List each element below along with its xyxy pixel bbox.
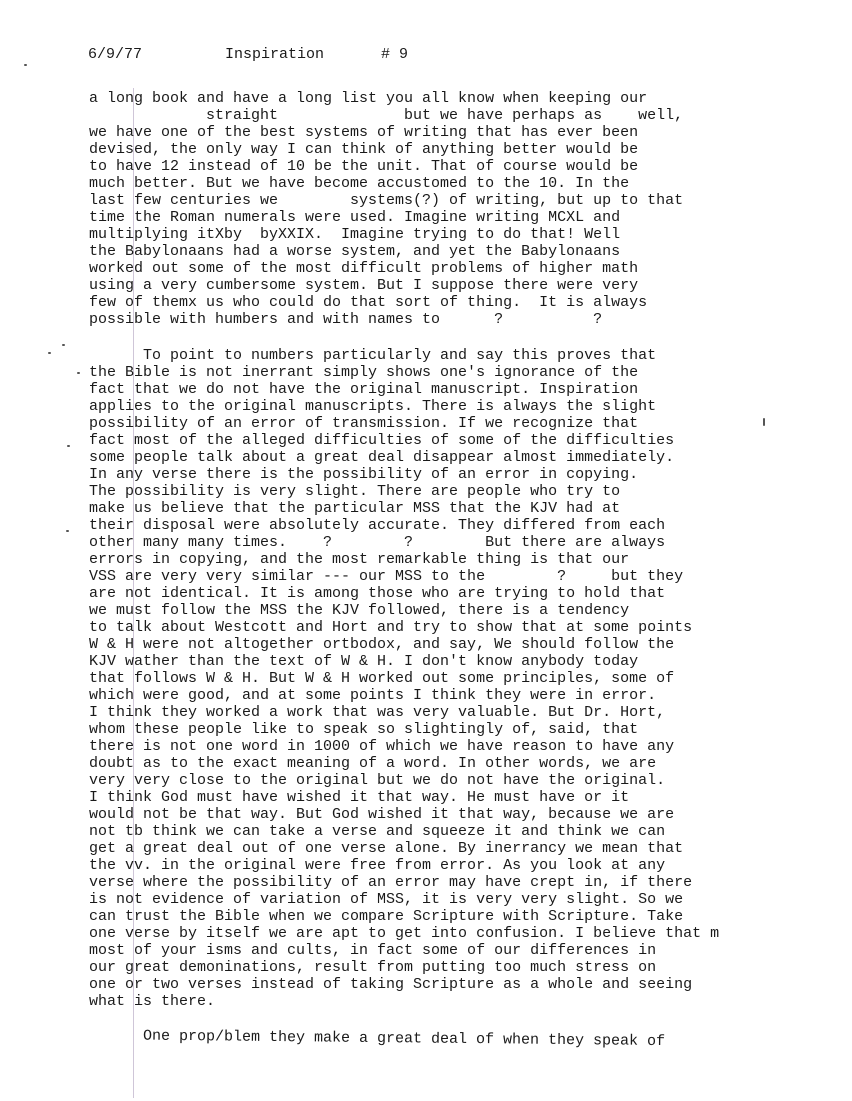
text-line: that follows W & H. But W & H worked out some principles, some of bbox=[89, 670, 675, 687]
text-line: much better. But we have become accustomed to the 10. In the bbox=[89, 175, 630, 192]
text-line: few of themx us who could do that sort of thing. It is always bbox=[89, 294, 648, 311]
scan-speck bbox=[48, 352, 51, 354]
text-line: devised, the only way I can think of anything better would be bbox=[89, 141, 639, 158]
text-line: there is not one word in 1000 of which we have reason to have any bbox=[89, 738, 675, 755]
text-line: what is there. bbox=[89, 993, 216, 1010]
text-line: the vv. in the original were free from error. As you look at any bbox=[89, 857, 666, 874]
scan-speck bbox=[24, 64, 27, 66]
text-line: we have one of the best systems of writing that has ever been bbox=[89, 124, 639, 141]
scan-speck bbox=[67, 445, 70, 447]
header-title: Inspiration bbox=[225, 46, 325, 63]
text-line: time the Roman numerals were used. Imagine writing MCXL and bbox=[89, 209, 621, 226]
text-line: the Bible is not inerrant simply shows one's ignorance of the bbox=[89, 364, 639, 381]
text-line: to talk about Westcott and Hort and try to show that at some points bbox=[89, 619, 693, 636]
text-line: applies to the original manuscripts. There is always the slight bbox=[89, 398, 657, 415]
text-line: whom these people like to speak so slightingly of, said, that bbox=[89, 721, 639, 738]
paragraph-3 bbox=[88, 1027, 666, 1051]
text-line: errors in copying, and the most remarkable thing is that our bbox=[89, 551, 630, 568]
text-line: VSS are very very similar --- our MSS to the ? but they bbox=[89, 568, 684, 585]
paragraph-1 bbox=[89, 90, 683, 328]
text-line: possible with humbers and with names to ? ? bbox=[89, 311, 603, 328]
text-line: our great demoninations, result from putting too much stress on bbox=[89, 959, 657, 976]
text-line: would not be that way. But God wished it that way, because we are bbox=[89, 806, 675, 823]
text-line: last few centuries we systems(?) of writing, but up to that bbox=[89, 192, 684, 209]
text-line: possibility of an error of transmission. If we recognize that bbox=[89, 415, 639, 432]
text-line: not tb think we can take a verse and squeeze it and think we can bbox=[89, 823, 666, 840]
text-line: I think God must have wished it that way. He must have or it bbox=[89, 789, 630, 806]
text-line: the Babylonaans had a worse system, and yet the Babylonaans bbox=[89, 243, 621, 260]
paragraph-2 bbox=[89, 347, 719, 1010]
text-line: get a great deal out of one verse alone. By inerrancy we mean that bbox=[89, 840, 684, 857]
text-line: very very close to the original but we do not have the original. bbox=[89, 772, 666, 789]
text-line: The possibility is very slight. There are people who try to bbox=[89, 483, 621, 500]
text-line: I think they worked a work that was very valuable. But Dr. Hort, bbox=[89, 704, 666, 721]
text-line: can trust the Bible when we compare Scripture with Scripture. Take bbox=[89, 908, 684, 925]
text-line: to have 12 instead of 10 be the unit. That of course would be bbox=[89, 158, 639, 175]
text-line: one verse by itself we are apt to get into confusion. I believe that m bbox=[89, 925, 720, 942]
text-line: doubt as to the exact meaning of a word. In other words, we are bbox=[89, 755, 657, 772]
scan-speck bbox=[763, 418, 765, 426]
text-line: In any verse there is the possibility of an error in copying. bbox=[89, 466, 639, 483]
text-line: which were good, and at some points I think they were in error. bbox=[89, 687, 657, 704]
scan-speck bbox=[77, 372, 80, 374]
text-line: are not identical. It is among those who are trying to hold that bbox=[89, 585, 666, 602]
text-line: KJV wather than the text of W & H. I don't know anybody today bbox=[89, 653, 639, 670]
text-line: straight but we have perhaps as well, bbox=[89, 107, 684, 124]
header-date: 6/9/77 bbox=[88, 46, 143, 63]
text-line: One prop/blem they make a great deal of when they speak of bbox=[88, 1027, 666, 1051]
text-line: one or two verses instead of taking Scripture as a whole and seeing bbox=[89, 976, 693, 993]
text-line: fact that we do not have the original manuscript. Inspiration bbox=[89, 381, 639, 398]
text-line: a long book and have a long list you all know when keeping our bbox=[89, 90, 648, 107]
text-line: W & H were not altogether ortbodox, and say, We should follow the bbox=[89, 636, 675, 653]
scan-speck bbox=[66, 530, 69, 532]
text-line: most of your isms and cults, in fact some of our differences in bbox=[89, 942, 657, 959]
text-line: their disposal were absolutely accurate. They differed from each bbox=[89, 517, 666, 534]
text-line: is not evidence of variation of MSS, it is very very slight. So we bbox=[89, 891, 684, 908]
scan-speck bbox=[62, 344, 65, 346]
text-line: make us believe that the particular MSS that the KJV had at bbox=[89, 500, 621, 517]
text-line: fact most of the alleged difficulties of some of the difficulties bbox=[89, 432, 675, 449]
text-line: we must follow the MSS the KJV followed, there is a tendency bbox=[89, 602, 630, 619]
text-line: worked out some of the most difficult problems of higher math bbox=[89, 260, 639, 277]
text-line: multiplying itXby byXXIX. Imagine trying to do that! Well bbox=[89, 226, 621, 243]
text-line: other many many times. ? ? But there are always bbox=[89, 534, 666, 551]
text-line: verse where the possibility of an error may have crept in, if there bbox=[89, 874, 693, 891]
text-line: To point to numbers particularly and say this proves that bbox=[89, 347, 657, 364]
text-line: using a very cumbersome system. But I suppose there were very bbox=[89, 277, 639, 294]
header-page-number: # 9 bbox=[381, 46, 409, 63]
text-line: some people talk about a great deal disappear almost immediately. bbox=[89, 449, 675, 466]
